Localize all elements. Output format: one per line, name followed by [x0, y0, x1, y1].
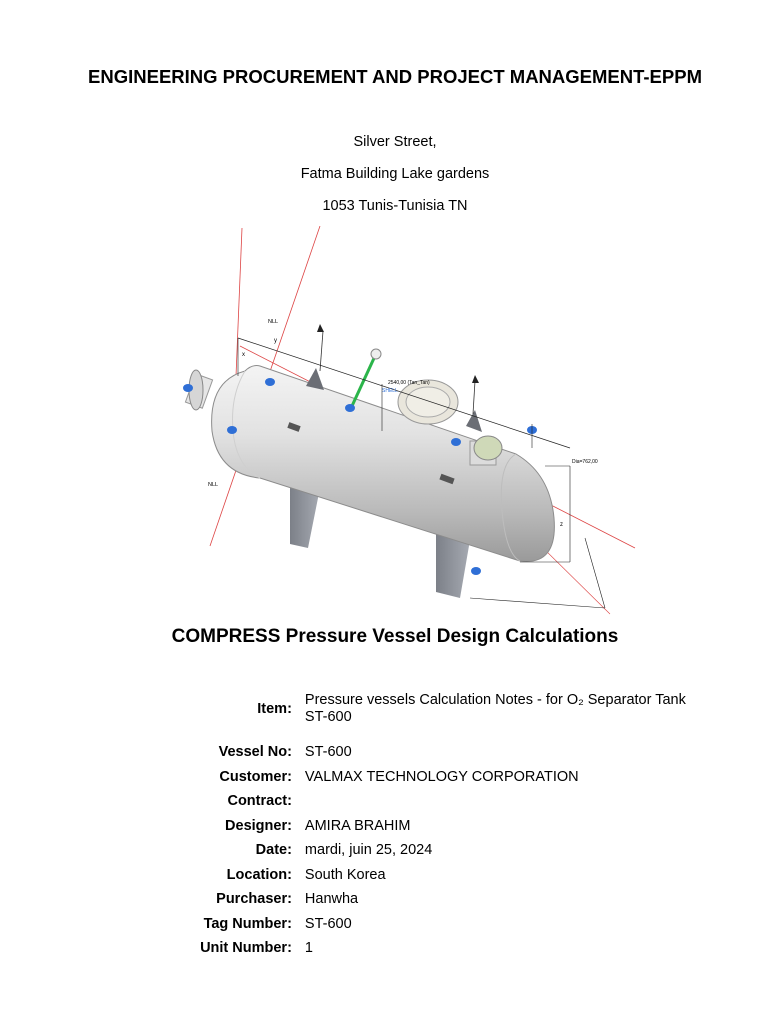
nozzle-flange-face	[474, 436, 502, 460]
field-label: Purchaser:	[216, 891, 292, 907]
field-label: Designer:	[225, 817, 292, 834]
field-label: Tag Number:	[203, 915, 292, 932]
axis-label-y: y	[274, 338, 277, 344]
info-row-date	[150, 842, 710, 867]
dimension-line	[585, 538, 605, 608]
vessel-info-table	[150, 692, 710, 965]
lug-arrow	[317, 324, 324, 332]
field-value: Pressure vessels Calculation Notes - for O₂ Separator Tank ST-600	[304, 692, 686, 725]
address-line-2: Fatma Building Lake gardens	[300, 166, 490, 182]
nozzle-marker	[345, 404, 355, 412]
nll-label-top: NLL	[268, 319, 279, 325]
field-label: Unit Number:	[200, 940, 292, 956]
company-title: ENGINEERING PROCUREMENT AND PROJECT MANAGEMENT-EPPM	[88, 66, 702, 87]
nozzle-marker	[227, 426, 237, 434]
field-value	[305, 793, 710, 818]
field-value: VALMAX TECHNOLOGY CORPORATION	[304, 768, 579, 785]
lug-arrow	[472, 375, 479, 383]
field-label: Location:	[226, 866, 292, 883]
field-value: mardi, juin 25, 2024	[304, 842, 433, 858]
length-dimension-label: 2540,00 (Tan_Tan)	[388, 380, 430, 386]
field-label: Vessel No:	[218, 744, 292, 760]
info-row-vessel-no	[150, 744, 710, 769]
info-row-customer	[150, 769, 710, 794]
axis-label-z: z	[560, 522, 563, 528]
nozzle-flange-small	[371, 349, 381, 359]
field-value: AMIRA BRAHIM	[304, 817, 411, 834]
nozzle-line	[352, 356, 375, 406]
nozzle-marker	[471, 567, 481, 575]
diameter-label: Dia=762,00	[572, 459, 598, 465]
field-value: ST-600	[304, 915, 352, 932]
dimension-line	[470, 598, 605, 608]
nozzle-marker	[265, 378, 275, 386]
address-line-1: Silver Street,	[353, 134, 437, 150]
manway-cover	[406, 387, 450, 417]
field-value: 1	[304, 940, 313, 956]
info-row-item	[150, 692, 710, 744]
info-row-contract	[150, 793, 710, 818]
field-value: Hanwha	[304, 891, 359, 907]
axis-label-x: x	[242, 352, 245, 358]
nozzle-marker	[451, 438, 461, 446]
nozzle-marker	[183, 384, 193, 392]
info-row-purchaser	[150, 891, 710, 916]
nll-label-bottom: NLL	[208, 482, 219, 488]
pressure-vessel-drawing	[170, 226, 640, 618]
field-value: ST-600	[304, 744, 352, 760]
lug-pointer	[473, 381, 475, 414]
info-row-tag-number	[150, 916, 710, 941]
info-row-designer	[150, 818, 710, 843]
field-label: Contract:	[227, 793, 292, 809]
field-label: Item:	[257, 701, 292, 717]
document-title: COMPRESS Pressure Vessel Design Calculations	[171, 626, 619, 647]
vessel-shell	[212, 366, 555, 562]
address-line-3: 1053 Tunis-Tunisia TN	[322, 198, 468, 214]
field-value: South Korea	[304, 866, 386, 883]
info-row-location	[150, 867, 710, 892]
field-label: Date:	[255, 842, 292, 858]
shell-label: SHELL	[382, 388, 398, 394]
lifting-lug	[466, 410, 482, 432]
field-label: Customer:	[219, 768, 292, 785]
info-row-unit-number	[150, 940, 710, 965]
